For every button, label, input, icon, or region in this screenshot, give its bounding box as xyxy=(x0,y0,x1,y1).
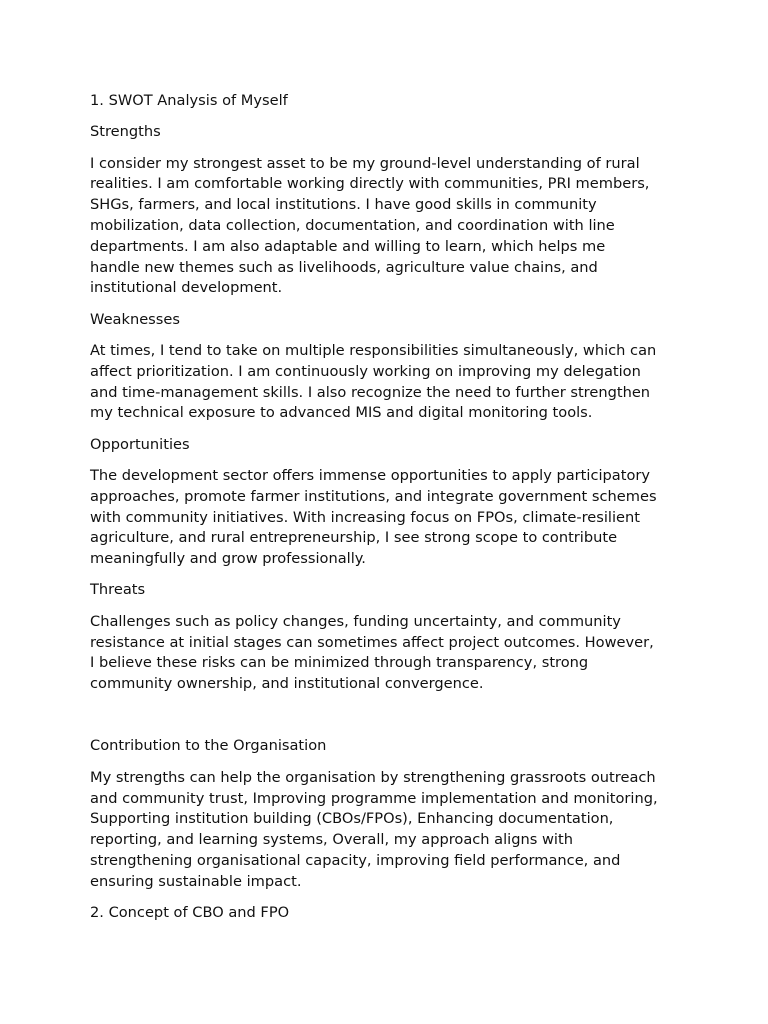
document-page xyxy=(90,91,690,934)
strengths-heading: Strengths xyxy=(90,123,161,141)
strengths-line: mobilization, data collection, documentation, and coordination with line xyxy=(90,216,615,234)
contribution-line: strengthening organisational capacity, improving field performance, and xyxy=(90,851,621,869)
threats-line: I believe these risks can be minimized through transparency, strong xyxy=(90,654,589,672)
threats-paragraph xyxy=(90,612,690,695)
strengths-line: institutional development. xyxy=(90,279,283,297)
swot-heading: 1. SWOT Analysis of Myself xyxy=(90,92,288,109)
contribution-line: and community trust, Improving programme implementation and monitoring, xyxy=(90,789,658,807)
opportunities-line: The development sector offers immense opportunities to apply participatory xyxy=(90,466,651,484)
weaknesses-paragraph xyxy=(90,341,690,424)
strengths-line: SHGs, farmers, and local institutions. I have good skills in community xyxy=(90,196,597,214)
weaknesses-line: affect prioritization. I am continuously working on improving my delegation xyxy=(90,362,641,380)
threats-heading: Threats xyxy=(90,581,146,599)
contribution-heading: Contribution to the Organisation xyxy=(90,737,327,755)
opportunities-line: meaningfully and grow professionally. xyxy=(90,550,366,568)
strengths-paragraph xyxy=(90,154,690,300)
contribution-line: My strengths can help the organisation by strengthening grassroots outreach xyxy=(90,768,656,786)
contribution-line: reporting, and learning systems, Overall, my approach aligns with xyxy=(90,831,573,849)
opportunities-line: agriculture, and rural entrepreneurship, I see strong scope to contribute xyxy=(90,529,618,547)
empty-paragraph xyxy=(90,705,690,736)
strengths-line: I consider my strongest asset to be my ground-level understanding of rural xyxy=(90,154,640,172)
contribution-paragraph xyxy=(90,768,690,893)
strengths-line: departments. I am also adaptable and willing to learn, which helps me xyxy=(90,237,606,255)
weaknesses-line: and time-management skills. I also recognize the need to further strengthen xyxy=(90,383,651,401)
cbo-fpo-heading: 2. Concept of CBO and FPO xyxy=(90,904,290,921)
contribution-line: ensuring sustainable impact. xyxy=(90,872,302,890)
opportunities-paragraph xyxy=(90,466,690,570)
strengths-line: handle new themes such as livelihoods, agriculture value chains, and xyxy=(90,258,598,276)
opportunities-heading: Opportunities xyxy=(90,435,190,453)
weaknesses-line: At times, I tend to take on multiple responsibilities simultaneously, which can xyxy=(90,341,657,359)
threats-line: resistance at initial stages can sometimes affect project outcomes. However, xyxy=(90,633,654,651)
weaknesses-heading: Weaknesses xyxy=(90,310,180,328)
opportunities-line: with community initiatives. With increasing focus on FPOs, climate-resilient xyxy=(90,508,640,526)
contribution-line: Supporting institution building (CBOs/FPOs), Enhancing documentation, xyxy=(90,810,614,828)
threats-line: community ownership, and institutional convergence. xyxy=(90,675,484,693)
weaknesses-line: my technical exposure to advanced MIS and digital monitoring tools. xyxy=(90,404,593,422)
threats-line: Challenges such as policy changes, funding uncertainty, and community xyxy=(90,612,621,630)
strengths-line: realities. I am comfortable working directly with communities, PRI members, xyxy=(90,175,650,193)
opportunities-line: approaches, promote farmer institutions, and integrate government schemes xyxy=(90,487,657,505)
